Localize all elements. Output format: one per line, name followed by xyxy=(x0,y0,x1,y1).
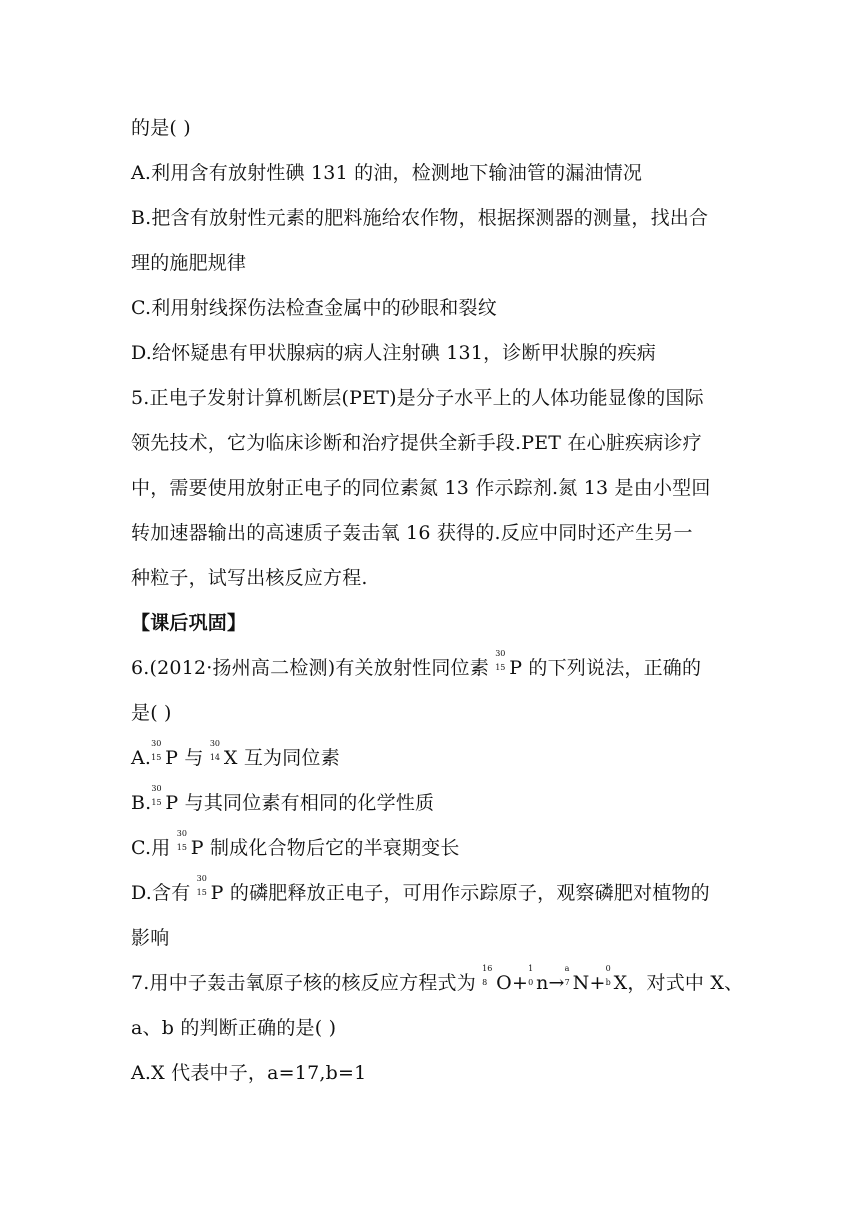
q7-stem-pre: 7.用中子轰击氧原子核的核反应方程式为 xyxy=(131,972,483,994)
q7-stem-post: ，对式中 X、 xyxy=(627,972,744,994)
nuclide-symbol: O xyxy=(496,972,512,994)
q6-option-a xyxy=(131,739,340,770)
q4-option-b-line2: 理的施肥规律 xyxy=(131,252,247,274)
isotope-mass-number: 30 xyxy=(495,649,506,658)
q5-line3: 中，需要使用放射正电子的同位素氮 13 作示踪剂.氮 13 是由小型回 xyxy=(131,477,711,499)
reaction-arrow: → xyxy=(548,972,565,994)
q6-stem-post: 的下列说法，正确的 xyxy=(522,657,702,679)
isotope-p30 xyxy=(151,784,165,815)
nuclide-x xyxy=(605,964,614,995)
q6-option-d-line1 xyxy=(131,874,710,905)
nuclide-mass-number: 0 xyxy=(605,964,611,973)
isotope-atomic-number: 14 xyxy=(209,753,221,762)
nuclide-atomic-number: 8 xyxy=(482,978,488,987)
q7-option-a: A.X 代表中子，a=17,b=1 xyxy=(131,1062,367,1084)
isotope-atomic-number: 15 xyxy=(176,843,187,852)
q4-option-b-line1: B.把含有放射性元素的肥料施给农作物，根据探测器的测量，找出合 xyxy=(131,207,709,229)
isotope-atomic-number: 15 xyxy=(196,888,207,897)
option-text: C.用 xyxy=(131,837,177,859)
nuclide-nitrogen xyxy=(564,964,573,995)
nuclide-neutron xyxy=(528,964,536,995)
plus-sign: + xyxy=(511,972,529,994)
plus-sign: + xyxy=(589,972,606,994)
nuclide-mass-number: 1 xyxy=(528,964,534,973)
isotope-atomic-number: 15 xyxy=(151,798,162,807)
isotope-p30 xyxy=(151,739,165,770)
isotope-mass-number: 30 xyxy=(151,739,162,748)
nuclide-atomic-number: 7 xyxy=(564,978,570,987)
q4-option-d: D.给怀疑患有甲状腺病的病人注射碘 131，诊断甲状腺的疾病 xyxy=(131,342,656,364)
q6-option-d-line2: 影响 xyxy=(131,927,170,949)
nuclide-symbol: N xyxy=(572,972,590,994)
isotope-p30 xyxy=(495,649,509,680)
q6-option-b xyxy=(131,784,435,815)
q5-line2: 领先技术，它为临床诊断和治疗提供全新手段.PET 在心脏疾病诊疗 xyxy=(131,432,702,454)
q6-option-c xyxy=(131,829,460,860)
q7-stem-line2: a、b 的判断正确的是( ) xyxy=(131,1017,337,1039)
option-text: 的磷肥释放正电子，可用作示踪原子，观察磷肥对植物的 xyxy=(223,882,710,904)
isotope-mass-number: 30 xyxy=(151,784,162,793)
isotope-symbol: P xyxy=(509,657,523,679)
nuclide-mass-number: 16 xyxy=(482,964,493,973)
q6-stem-line2: 是( ) xyxy=(131,702,172,724)
q4-stem-tail: 的是( ) xyxy=(131,117,191,139)
q4-option-a: A.利用含有放射性碘 131 的油，检测地下输油管的漏油情况 xyxy=(131,162,643,184)
option-letter: A. xyxy=(131,747,152,769)
q5-line1: 5.正电子发射计算机断层(PET)是分子水平上的人体功能显像的国际 xyxy=(131,387,704,409)
option-text: 与其同位素有相同的化学性质 xyxy=(178,792,435,814)
option-text: D.含有 xyxy=(131,882,197,904)
option-text: 与 xyxy=(178,747,210,769)
option-text: 互为同位素 xyxy=(237,747,340,769)
isotope-p30 xyxy=(196,874,211,905)
isotope-p30 xyxy=(176,829,191,860)
isotope-mass-number: 30 xyxy=(176,829,187,838)
nuclide-oxygen xyxy=(482,964,496,995)
option-text: 制成化合物后它的半衰期变长 xyxy=(203,837,460,859)
isotope-mass-number: 30 xyxy=(209,739,221,748)
nuclide-symbol: X xyxy=(613,972,628,994)
isotope-symbol: X xyxy=(223,747,238,769)
q5-line5: 种粒子，试写出核反应方程. xyxy=(131,567,368,589)
q6-stem-pre: 6.(2012·扬州高二检测)有关放射性同位素 xyxy=(131,657,496,679)
q6-stem-line1 xyxy=(131,649,702,680)
q4-option-c: C.利用射线探伤法检查金属中的砂眼和裂纹 xyxy=(131,297,497,319)
isotope-symbol: P xyxy=(165,792,179,814)
isotope-symbol: P xyxy=(165,747,179,769)
isotope-atomic-number: 15 xyxy=(495,663,506,672)
isotope-mass-number: 30 xyxy=(196,874,207,883)
isotope-symbol: P xyxy=(210,882,224,904)
nuclide-symbol: n xyxy=(536,972,549,994)
nuclide-atomic-number: 0 xyxy=(528,978,534,987)
option-letter: B. xyxy=(131,792,152,814)
section-title: 【课后巩固】 xyxy=(131,612,247,634)
q7-stem-line1 xyxy=(131,964,744,995)
nuclide-atomic-number: b xyxy=(605,978,611,987)
isotope-symbol: P xyxy=(190,837,204,859)
nuclide-mass-number: a xyxy=(564,964,570,973)
isotope-x30 xyxy=(209,739,224,770)
isotope-atomic-number: 15 xyxy=(151,753,162,762)
q5-line4: 转加速器输出的高速质子轰击氧 16 获得的.反应中同时还产生另一 xyxy=(131,522,693,544)
